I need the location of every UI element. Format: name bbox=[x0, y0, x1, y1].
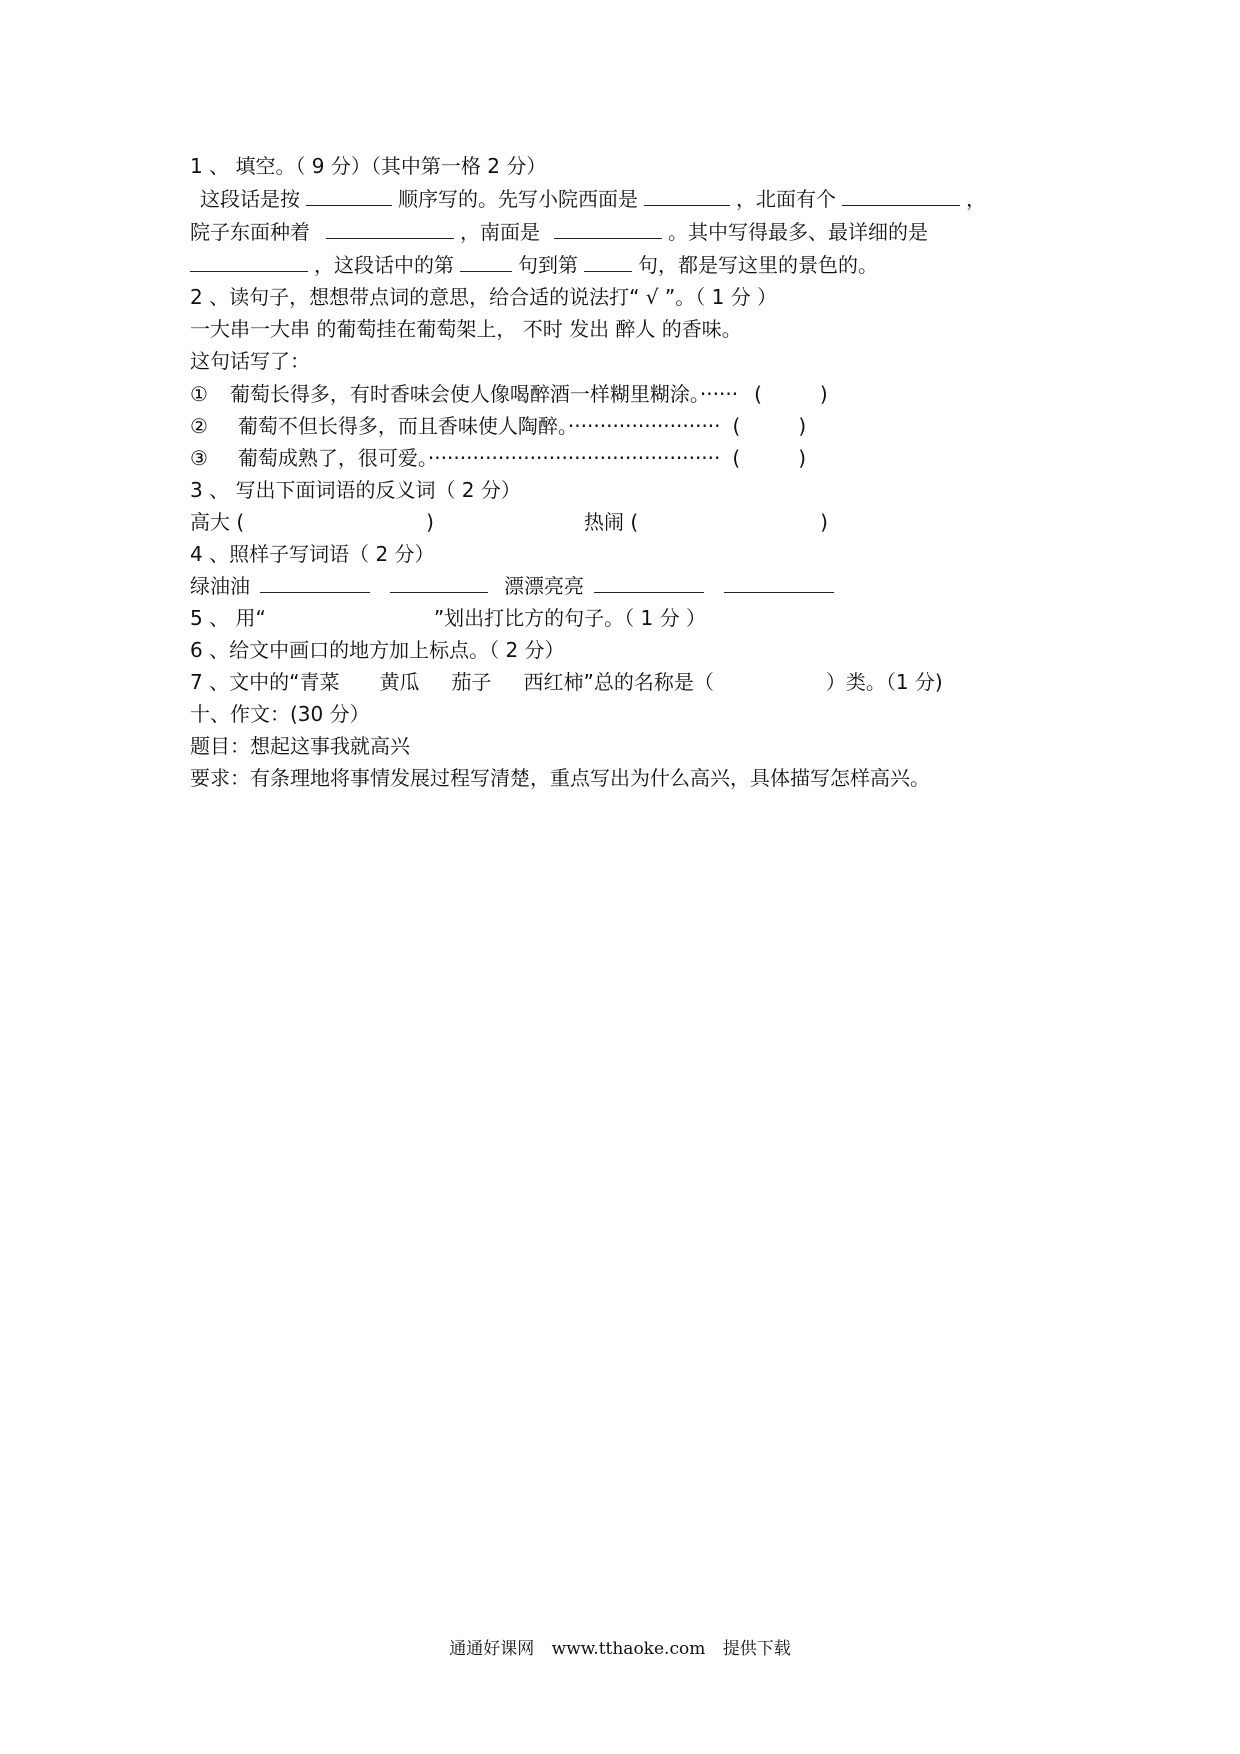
q1-text: 顺序写的。先写小院西面是 bbox=[398, 187, 638, 211]
q1-text: ，北面有个 bbox=[736, 187, 836, 211]
q1-blank-order[interactable] bbox=[306, 183, 392, 206]
q1-text: ，南面是 bbox=[460, 220, 540, 244]
q1-blank-east[interactable] bbox=[326, 216, 454, 239]
option-text: 葡萄成熟了，很可爱。·············································· bbox=[237, 446, 721, 470]
q3-word-2: 热闹 ( bbox=[583, 510, 639, 534]
q1-blank-west[interactable] bbox=[644, 183, 730, 206]
q7-text: 茄子 bbox=[451, 670, 492, 694]
q7-text: ）类。（1 分) bbox=[825, 670, 943, 694]
q3-words bbox=[190, 506, 828, 538]
q1-text: ， bbox=[966, 187, 986, 211]
q1-blank-to-sentence[interactable] bbox=[584, 249, 632, 272]
q1-text: 院子东面种着 bbox=[190, 220, 310, 244]
q4-blank-1[interactable] bbox=[260, 570, 370, 593]
paren-close: ) bbox=[426, 510, 434, 534]
q7-text: 7 、文中的“青菜 bbox=[190, 670, 340, 694]
composition-requirement: 要求：有条理地将事情发展过程写清楚，重点写出为什么高兴，具体描写怎样高兴。 bbox=[190, 766, 930, 790]
option-mark: ③ bbox=[190, 446, 208, 470]
footer-url[interactable]: www.tthaoke.com bbox=[551, 1639, 706, 1659]
q1-text: 句，都是写这里的景色的。 bbox=[638, 253, 878, 277]
q1-blank-most-detailed[interactable] bbox=[190, 249, 308, 272]
paren-close: ) bbox=[820, 510, 828, 534]
q1-text: 。其中写得最多、最详细的是 bbox=[668, 220, 928, 244]
q6-line: 6 、给文中画口的地方加上标点。（ 2 分） bbox=[190, 638, 565, 662]
option-mark: ① bbox=[190, 382, 208, 406]
q5-text: ”划出打比方的句子。（ 1 分 ） bbox=[433, 606, 706, 630]
q4-blank-3[interactable] bbox=[594, 570, 704, 593]
q1-title: 1 、 填空。（ 9 分）（其中第一格 2 分） bbox=[190, 154, 547, 178]
q1-line-3 bbox=[190, 249, 878, 281]
q2-option bbox=[190, 378, 828, 410]
composition-topic: 题目：想起这事我就高兴 bbox=[190, 734, 410, 758]
q1-text: ，这段话中的第 bbox=[314, 253, 454, 277]
q3-title: 3 、 写出下面词语的反义词（ 2 分） bbox=[190, 478, 521, 502]
q1-line-1 bbox=[200, 183, 986, 215]
q4-example-1: 绿油油 bbox=[190, 574, 250, 598]
q4-examples bbox=[190, 570, 840, 602]
paren-close: ) bbox=[798, 414, 807, 438]
q4-blank-2[interactable] bbox=[390, 570, 488, 593]
q7-text: 西红柿”总的名称是（ bbox=[523, 670, 714, 694]
q3-word-1: 高大 ( bbox=[190, 510, 245, 534]
q4-blank-4[interactable] bbox=[724, 570, 834, 593]
q1-text: 句到第 bbox=[518, 253, 578, 277]
footer-tail: 提供下载 bbox=[722, 1639, 791, 1659]
option-text: 葡萄长得多，有时香味会使人像喝醉酒一样糊里糊涂。······ bbox=[229, 382, 739, 406]
q2-option bbox=[190, 442, 806, 474]
paren-close: ) bbox=[798, 446, 807, 470]
q1-blank-south[interactable] bbox=[554, 216, 662, 239]
q4-title: 4 、照样子写词语（ 2 分） bbox=[190, 542, 435, 566]
option-text: 葡萄不但长得多，而且香味使人陶醉。························ bbox=[237, 414, 721, 438]
option-mark: ② bbox=[190, 414, 208, 438]
composition-title: 十、作文：(30 分） bbox=[190, 702, 370, 726]
q7-text: 黄瓜 bbox=[379, 670, 420, 694]
q2-option bbox=[190, 410, 806, 442]
q2-title: 2 、读句子，想想带点词的意思，给合适的说法打“ √ ”。（ 1 分 ） bbox=[190, 285, 778, 309]
q1-text: 这段话是按 bbox=[200, 187, 300, 211]
q5-line bbox=[190, 602, 706, 634]
footer-site-name: 通通好课网 bbox=[449, 1639, 535, 1659]
q7-line bbox=[190, 666, 943, 698]
paren-open: ( bbox=[754, 382, 762, 406]
page-footer bbox=[0, 1634, 1240, 1659]
q5-text: 5 、 用“ bbox=[190, 606, 266, 630]
q1-line-2 bbox=[190, 216, 928, 248]
q2-lead: 这句话写了： bbox=[190, 349, 310, 373]
q1-blank-north[interactable] bbox=[842, 183, 960, 206]
q2-sentence: 一大串一大串 的葡萄挂在葡萄架上， 不时 发出 醉人 的香味。 bbox=[190, 317, 742, 341]
paren-open: ( bbox=[732, 414, 741, 438]
q1-blank-from-sentence[interactable] bbox=[460, 249, 512, 272]
paren-close: ) bbox=[819, 382, 828, 406]
q4-example-2: 漂漂亮亮 bbox=[504, 574, 584, 598]
paren-open: ( bbox=[732, 446, 741, 470]
